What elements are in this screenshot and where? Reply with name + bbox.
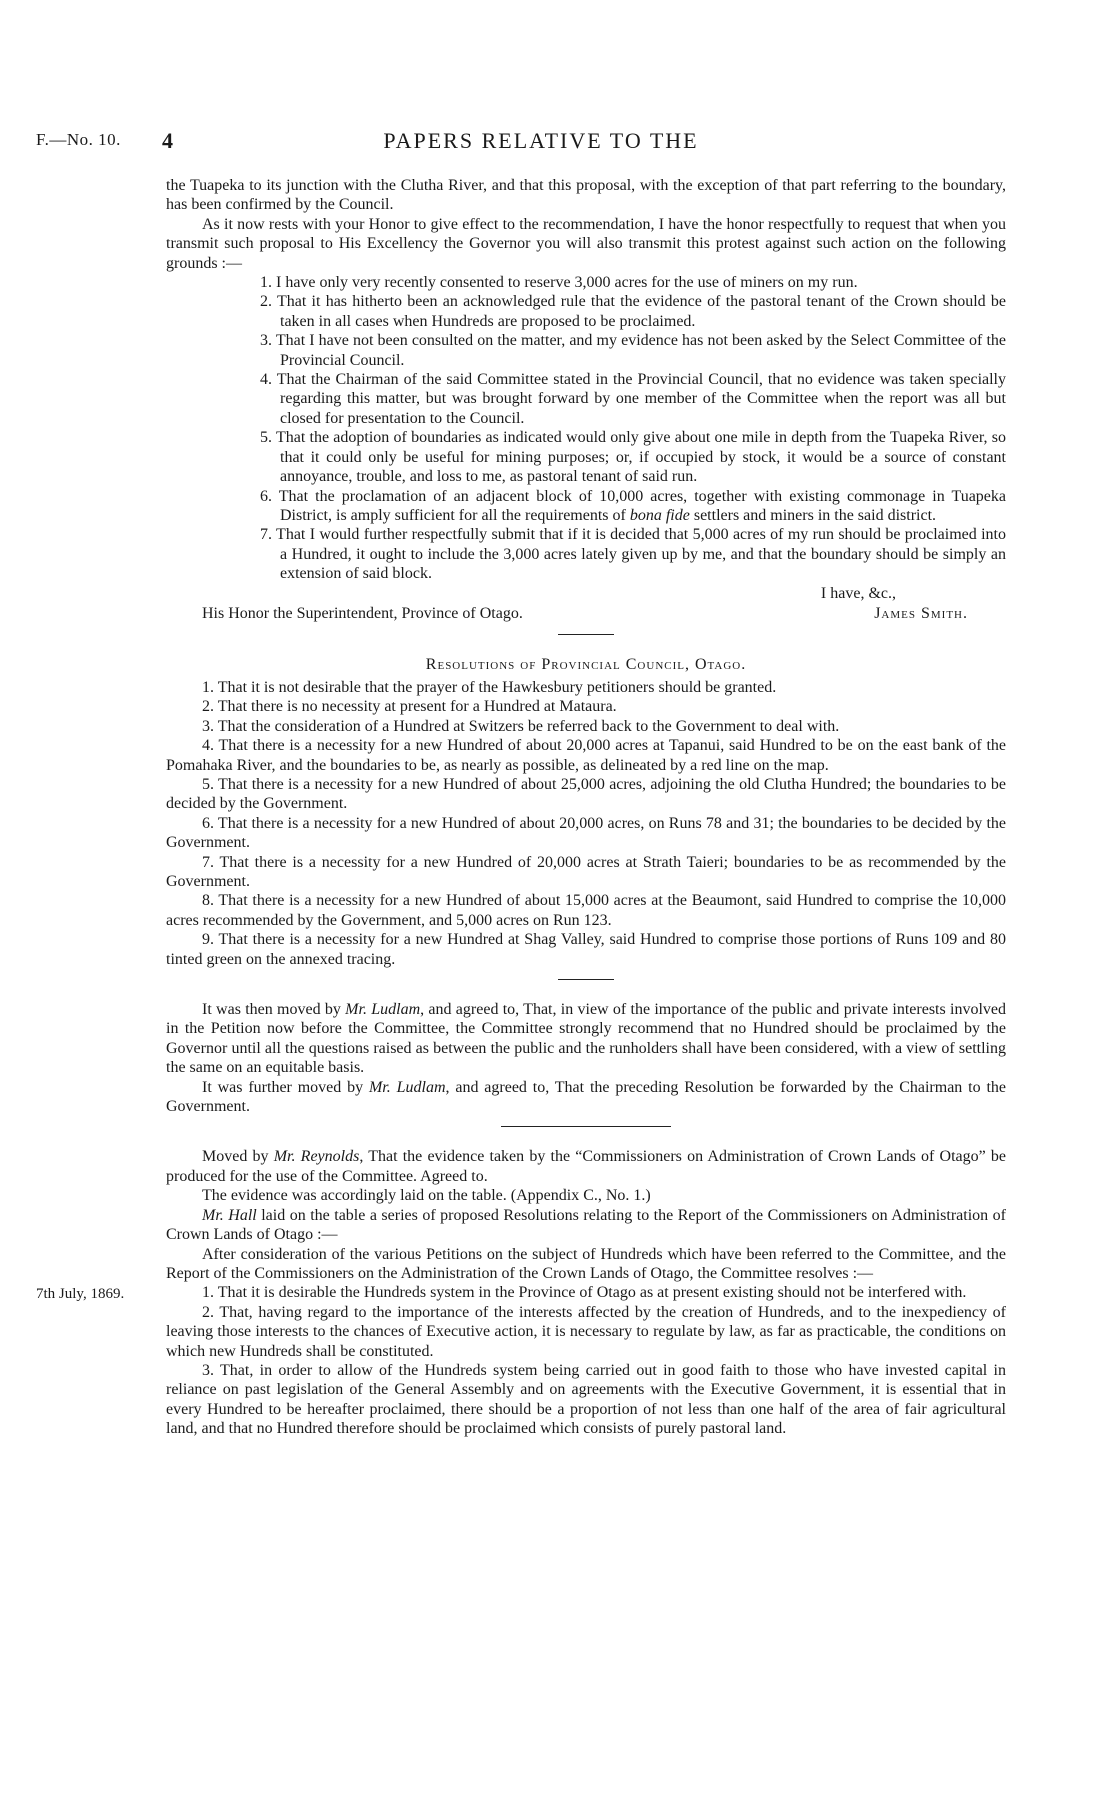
committee-resolution: 1. That it is desirable the Hundreds system in the Province of Otago as at present existing should not be interfered with. bbox=[202, 1284, 967, 1302]
resolution-item: 6. That there is a necessity for a new Hundred of about 20,000 acres, on Runs 78 and 31; the boundaries to be decided by the Government. bbox=[166, 814, 1006, 852]
protest-paragraph: As it now rests with your Honor to give effect to the recommendation, I have the honor respectfully to request that when you transmit such proposal to His Excellency the Governor you will also transmit this protest against such action on the following grounds :— bbox=[166, 215, 1006, 272]
resolution-item: 2. That there is no necessity at present for a Hundred at Mataura. bbox=[202, 698, 617, 716]
smith-protest bbox=[166, 176, 1006, 624]
ground-item: 6. That the proclamation of an adjacent block of 10,000 acres, together with existing commonage in Tuapeka District, is amply sufficient for all the requirements of bona fide settlers and miners in the said district. bbox=[260, 487, 1006, 524]
grounds-list bbox=[166, 273, 1006, 584]
member-name: Mr. Hall bbox=[202, 1206, 257, 1224]
member-name: Mr. Ludlam bbox=[345, 1001, 421, 1019]
page-header bbox=[36, 128, 1046, 158]
signature-block bbox=[166, 584, 1006, 624]
committee-resolution: 3. That, in order to allow of the Hundreds system being carried out in good faith to those who have invested capital in reliance on past legislation of the General Assembly and on agreements with the Executive Government, it is essential that in every Hundred to be hereafter proclaimed, there should be a proportion of not less than one half of the area of fair agricultural land, and that no Hundred therefore should be proclaimed which consists of purely pastoral land. bbox=[166, 1361, 1006, 1438]
resolution-item: 7. That there is a necessity for a new Hundred of 20,000 acres at Strath Taieri; boundaries to be as recommended by the Government. bbox=[166, 853, 1006, 890]
proceedings-paragraph: The evidence was accordingly laid on the table. (Appendix C., No. 1.) bbox=[202, 1187, 651, 1205]
july-proceedings bbox=[166, 1147, 1006, 1438]
ground-item: 5. That the adoption of boundaries as indicated would only give about one mile in depth from the Tuapeka River, so that it could only be useful for mining purposes; or, if occupied by stock, it would be a source of constant annoyance, trouble, and loss to me, as pastoral tenant of said run. bbox=[260, 429, 1006, 486]
ground-item: 3. That I have not been consulted on the matter, and my evidence has not been asked by the Select Committee of the Provincial Council. bbox=[260, 332, 1006, 369]
section-divider bbox=[558, 634, 614, 635]
resolution-item: 5. That there is a necessity for a new Hundred of about 25,000 acres, adjoining the old Clutha Hundred; the boundaries to be decided by the Government. bbox=[166, 775, 1006, 813]
resolution-item: 9. That there is a necessity for a new Hundred at Shag Valley, said Hundred to comprise those portions of Runs 109 and 80 tinted green on the annexed tracing. bbox=[166, 931, 1006, 968]
resolution-item: 4. That there is a necessity for a new Hundred of about 20,000 acres at Tapanui, said Hundred to be on the east bank of the Pomahaka River, and the boundaries to be, as nearly as possible, as delineated by a red line on the map. bbox=[166, 737, 1006, 774]
running-title: PAPERS RELATIVE TO THE bbox=[383, 128, 699, 153]
ground-item: 2. That it has hitherto been an acknowledged rule that the evidence of the pastoral tenant of the Crown should be taken in all cases when Hundreds are proposed to be proclaimed. bbox=[260, 293, 1006, 330]
proceedings-paragraph: After consideration of the various Petitions on the subject of Hundreds which have been referred to the Committee, and the Report of the Commissioners on the Administration of the Crown Lands of Otago, the Committee resolves :— bbox=[166, 1245, 1006, 1282]
resolution-item: 1. That it is not desirable that the prayer of the Hawkesbury petitioners should be granted. bbox=[202, 678, 777, 696]
member-name: Mr. Ludlam bbox=[368, 1078, 446, 1096]
ground-item: 4. That the Chairman of the said Committee stated in the Provincial Council, that no evidence was taken specially regarding this matter, but was brought forward by one member of the Committee when the report was all but closed for presentation to the Council. bbox=[260, 371, 1006, 427]
parliamentary-paper-ref: F.—No. 10. bbox=[36, 130, 121, 149]
signatory-name: James Smith. bbox=[874, 604, 968, 622]
motion-paragraph: It was further moved by Mr. Ludlam, and agreed to, That the preceding Resolution be forwarded by the Chairman to the Government. bbox=[166, 1078, 1006, 1116]
page-number: 4 bbox=[162, 128, 173, 153]
committee-resolution: 2. That, having regard to the importance of the interests affected by the creation of Hundreds, and to the inexpediency of leaving those interests to the chances of Executive action, it is necessary to regulate by law, as far as practicable, the conditions on which new Hundreds shall be constituted. bbox=[166, 1303, 1006, 1360]
margin-date: 7th July, 1869. bbox=[36, 1286, 125, 1302]
addressee: His Honor the Superintendent, Province of Otago. bbox=[202, 604, 523, 622]
motion-paragraph: It was then moved by Mr. Ludlam, and agreed to, That, in view of the importance of the public and private interests involved in the Petition now before the Committee, the Committee strongly recommend that no Hundred should be proclaimed by the Governor until all the questions raised as between the public and the runholders shall have been considered, with a view of settling the same on an equitable basis. bbox=[166, 1001, 1006, 1077]
page-body bbox=[166, 176, 1006, 1439]
resolution-item: 8. That there is a necessity for a new Hundred of about 15,000 acres at the Beaumont, said Hundred to comprise the 10,000 acres recommended by the Government, and 5,000 acres on Run 123. bbox=[166, 892, 1006, 929]
protest-paragraph: the Tuapeka to its junction with the Clutha River, and that this proposal, with the exception of that part referring to the boundary, has been confirmed by the Council. bbox=[166, 177, 1006, 214]
section-divider bbox=[558, 979, 614, 980]
council-resolutions bbox=[166, 655, 1006, 970]
ludlam-motions bbox=[166, 1000, 1006, 1116]
proceedings-paragraph: Moved by Mr. Reynolds, That the evidence taken by the “Commissioners on Administration of Crown Lands of Otago” be produced for the use of the Committee. Agreed to. bbox=[166, 1148, 1007, 1185]
proceedings-paragraph: Mr. Hall laid on the table a series of proposed Resolutions relating to the Report of the Commissioners on Administration of Crown Lands of Otago :— bbox=[166, 1206, 1006, 1244]
ground-item: 7. That I would further respectfully submit that if it is decided that 5,000 acres of my run should be proclaimed into a Hundred, it ought to include the 3,000 acres lately given up by me, and that the boundary should be simply an extension of said block. bbox=[260, 526, 1006, 583]
ground-item: 1. I have only very recently consented to reserve 3,000 acres for the use of miners on my run. bbox=[260, 274, 858, 292]
latin-phrase: bona fide bbox=[629, 506, 690, 524]
closing-salutation: I have, &c., bbox=[820, 584, 896, 602]
section-divider bbox=[501, 1126, 671, 1127]
resolution-item: 3. That the consideration of a Hundred at Switzers be referred back to the Government to deal with. bbox=[202, 717, 840, 735]
member-name: Mr. Reynolds bbox=[273, 1148, 360, 1166]
resolutions-heading: Resolutions of Provincial Council, Otago. bbox=[425, 655, 747, 673]
